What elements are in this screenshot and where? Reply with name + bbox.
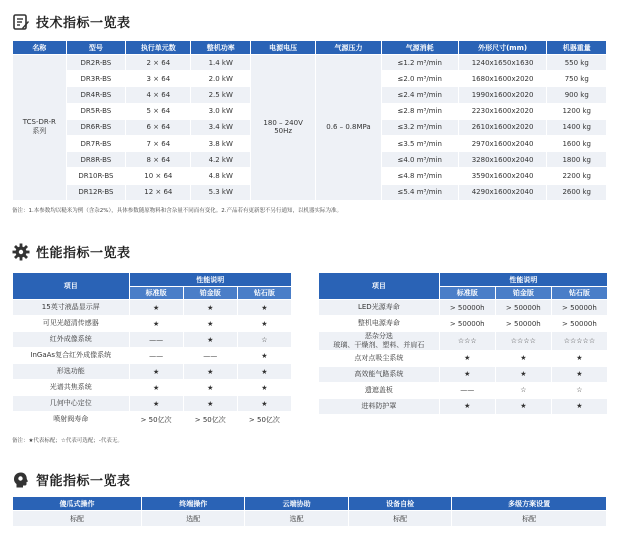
air-consumption-cell: ≤3.5 m³/min xyxy=(382,136,458,151)
perf-value-cell: ★ xyxy=(496,367,551,382)
air-consumption-cell: ≤1.2 m³/min xyxy=(382,55,458,70)
smart-section-title: 智能指标一览表 xyxy=(36,474,131,489)
tech-col-header: 机器重量 xyxy=(547,41,606,54)
perf-table-row xyxy=(13,332,291,347)
dimensions-cell: 1680x1600x2020 xyxy=(459,71,547,86)
variant-diamond-header: 钻石版 xyxy=(552,287,607,299)
perf-value-cell: ☆☆☆☆☆ xyxy=(552,332,607,350)
perf-section-heading xyxy=(12,242,131,261)
perf-item-cell: 喷射阀寿命 xyxy=(13,412,129,427)
perf-table-row xyxy=(319,383,607,398)
perf-value-cell: ★ xyxy=(238,300,291,315)
power-cell: 3.0 kW xyxy=(191,104,250,119)
smart-value-cell: 标配 xyxy=(452,511,606,526)
perf-value-cell: ★ xyxy=(238,380,291,395)
air-consumption-cell: ≤2.8 m³/min xyxy=(382,104,458,119)
model-cell: DR2R-BS xyxy=(67,55,126,70)
dimensions-cell: 1990x1600x2020 xyxy=(459,87,547,102)
perf-value-cell: ★ xyxy=(552,351,607,366)
air-consumption-cell: ≤2.4 m³/min xyxy=(382,87,458,102)
perf-value-cell: ☆ xyxy=(552,383,607,398)
variant-standard-header: 标准版 xyxy=(130,287,183,299)
dimensions-cell: 2610x1600x2020 xyxy=(459,120,547,135)
power-cell: 2.0 kW xyxy=(191,71,250,86)
air-consumption-cell: ≤5.4 m³/min xyxy=(382,185,458,200)
model-cell: DR4R-BS xyxy=(67,87,126,102)
perf-value-cell: ☆☆☆ xyxy=(440,332,495,350)
perf-value-cell: > 50亿次 xyxy=(238,412,291,427)
weight-cell: 550 kg xyxy=(547,55,606,70)
document-edit-icon xyxy=(12,13,30,31)
air-consumption-cell: ≤4.0 m³/min xyxy=(382,152,458,167)
perf-value-cell: ☆ xyxy=(496,383,551,398)
units-cell: 5 × 64 xyxy=(126,104,190,119)
tech-col-header: 型号 xyxy=(67,41,126,54)
air-consumption-cell: ≤4.8 m³/min xyxy=(382,168,458,183)
perf-item-cell: 红外成像系统 xyxy=(13,332,129,347)
perf-value-cell: ☆ xyxy=(238,332,291,347)
tech-col-header: 气源消耗 xyxy=(382,41,458,54)
tech-col-header: 执行单元数 xyxy=(126,41,190,54)
tech-note: 备注：1.本参数均以糙米为例（含杂2%），具体参数随原物料和含杂量不同而有变化。2.产品若有更新恕不另行通知，以机器实际为准。 xyxy=(12,208,342,214)
series-name-cell: TCS-DR-R 系列 xyxy=(13,55,66,200)
weight-cell: 750 kg xyxy=(547,71,606,86)
perf-value-cell: > 50000h xyxy=(440,316,495,331)
units-cell: 6 × 64 xyxy=(126,120,190,135)
variant-platinum-header: 铂金版 xyxy=(496,287,551,299)
perf-item-cell: 高效能气路系统 xyxy=(319,367,439,382)
dimensions-cell: 2970x1600x2040 xyxy=(459,136,547,151)
perf-item-cell: InGaAs复合红外成像系统 xyxy=(13,348,129,363)
perf-value-cell: ★ xyxy=(130,316,183,331)
units-cell: 2 × 64 xyxy=(126,55,190,70)
pressure-cell: 0.6 – 0.8MPa xyxy=(316,55,380,200)
power-cell: 5.3 kW xyxy=(191,185,250,200)
model-cell: DR10R-BS xyxy=(67,168,126,183)
tech-col-header: 整机功率 xyxy=(191,41,250,54)
power-cell: 3.4 kW xyxy=(191,120,250,135)
perf-value-cell: ★ xyxy=(238,364,291,379)
perf-value-cell: ★ xyxy=(184,380,237,395)
units-cell: 7 × 64 xyxy=(126,136,190,151)
perf-table-row xyxy=(319,367,607,382)
units-cell: 10 × 64 xyxy=(126,168,190,183)
variant-diamond-header: 钻石版 xyxy=(238,287,291,299)
perf-table-left xyxy=(12,272,292,428)
smart-section-heading xyxy=(12,470,131,489)
perf-value-cell: —— xyxy=(440,383,495,398)
tech-col-header: 外形尺寸(mm) xyxy=(459,41,547,54)
perf-value-cell: > 50000h xyxy=(552,316,607,331)
smart-value-cell: 选配 xyxy=(142,511,244,526)
perf-table-row xyxy=(13,396,291,411)
perf-item-cell: 光谱共焦系统 xyxy=(13,380,129,395)
model-cell: DR12R-BS xyxy=(67,185,126,200)
perf-table-row xyxy=(13,364,291,379)
power-cell: 3.8 kW xyxy=(191,136,250,151)
smart-col-header: 终端操作 xyxy=(142,497,244,510)
variant-standard-header: 标准版 xyxy=(440,287,495,299)
perf-item-cell: 15英寸液晶显示屏 xyxy=(13,300,129,315)
perf-value-cell: ★ xyxy=(130,364,183,379)
perf-value-cell: > 50亿次 xyxy=(130,412,183,427)
perf-table-right xyxy=(318,272,608,415)
tech-spec-table xyxy=(12,40,607,201)
smart-table xyxy=(12,496,607,527)
perf-value-cell: ★ xyxy=(184,396,237,411)
brain-head-icon xyxy=(12,471,30,489)
perf-table-row xyxy=(319,332,607,350)
tech-section-title: 技术指标一览表 xyxy=(36,16,131,31)
weight-cell: 1600 kg xyxy=(547,136,606,151)
power-cell: 2.5 kW xyxy=(191,87,250,102)
perf-item-cell: 形选功能 xyxy=(13,364,129,379)
weight-cell: 1400 kg xyxy=(547,120,606,135)
perf-value-cell: ★ xyxy=(184,316,237,331)
variant-platinum-header: 铂金版 xyxy=(184,287,237,299)
perf-table-row xyxy=(13,316,291,331)
tech-col-header: 名称 xyxy=(13,41,66,54)
perf-note: 备注：★代表标配；☆代表可选配；-代表无。 xyxy=(12,438,123,444)
dimensions-cell: 1240x1650x1630 xyxy=(459,55,547,70)
smart-col-header: 傻瓜式操作 xyxy=(13,497,141,510)
weight-cell: 1800 kg xyxy=(547,152,606,167)
model-cell: DR8R-BS xyxy=(67,152,126,167)
perf-left-item-header: 项目 xyxy=(13,273,129,299)
power-cell: 1.4 kW xyxy=(191,55,250,70)
smart-value-cell: 选配 xyxy=(245,511,347,526)
units-cell: 3 × 64 xyxy=(126,71,190,86)
perf-value-cell: ★ xyxy=(130,380,183,395)
perf-value-cell: ★ xyxy=(184,364,237,379)
tech-section-heading xyxy=(12,12,131,31)
weight-cell: 2600 kg xyxy=(547,185,606,200)
perf-value-cell: ★ xyxy=(496,351,551,366)
perf-value-cell: —— xyxy=(184,348,237,363)
model-cell: DR6R-BS xyxy=(67,120,126,135)
perf-value-cell: —— xyxy=(130,348,183,363)
dimensions-cell: 4290x1600x2040 xyxy=(459,185,547,200)
perf-value-cell: ★ xyxy=(130,300,183,315)
perf-value-cell: ★ xyxy=(238,396,291,411)
perf-value-cell: > 50000h xyxy=(496,300,551,315)
perf-item-cell: 整机电源寿命 xyxy=(319,316,439,331)
model-cell: DR3R-BS xyxy=(67,71,126,86)
perf-table-row xyxy=(13,348,291,363)
perf-item-cell: LED光源寿命 xyxy=(319,300,439,315)
dimensions-cell: 3590x1600x2040 xyxy=(459,168,547,183)
units-cell: 12 × 64 xyxy=(126,185,190,200)
perf-item-cell: 进料防护罩 xyxy=(319,399,439,414)
perf-value-cell: ★ xyxy=(440,351,495,366)
power-cell: 4.8 kW xyxy=(191,168,250,183)
perf-section-title: 性能指标一览表 xyxy=(36,246,131,261)
perf-table-row xyxy=(319,351,607,366)
smart-col-header: 云端协助 xyxy=(245,497,347,510)
weight-cell: 900 kg xyxy=(547,87,606,102)
power-cell: 4.2 kW xyxy=(191,152,250,167)
perf-item-cell: 遗遮盖板 xyxy=(319,383,439,398)
perf-item-cell: 可见光超清传感器 xyxy=(13,316,129,331)
perf-value-cell: ★ xyxy=(184,300,237,315)
perf-left-group-header: 性能说明 xyxy=(130,273,292,286)
perf-table-row xyxy=(13,412,291,427)
perf-item-cell: 点对点吸尘系统 xyxy=(319,351,439,366)
perf-value-cell: ★ xyxy=(130,396,183,411)
perf-value-cell: ★ xyxy=(552,399,607,414)
perf-right-group-header: 性能说明 xyxy=(440,273,607,286)
weight-cell: 1200 kg xyxy=(547,104,606,119)
smart-col-header: 设备自检 xyxy=(349,497,451,510)
perf-table-row xyxy=(319,399,607,414)
dimensions-cell: 3280x1600x2040 xyxy=(459,152,547,167)
perf-value-cell: ★ xyxy=(184,332,237,347)
tech-col-header: 电源电压 xyxy=(251,41,315,54)
perf-value-cell: > 50亿次 xyxy=(184,412,237,427)
weight-cell: 2200 kg xyxy=(547,168,606,183)
perf-table-row xyxy=(319,300,607,315)
tech-table-row xyxy=(13,55,606,70)
perf-value-cell: > 50000h xyxy=(440,300,495,315)
perf-table-row xyxy=(13,380,291,395)
model-cell: DR5R-BS xyxy=(67,104,126,119)
perf-value-cell: ★ xyxy=(496,399,551,414)
units-cell: 8 × 64 xyxy=(126,152,190,167)
perf-table-row xyxy=(319,316,607,331)
voltage-cell: 180 – 240V 50Hz xyxy=(251,55,315,200)
units-cell: 4 × 64 xyxy=(126,87,190,102)
perf-value-cell: ★ xyxy=(440,367,495,382)
perf-value-cell: —— xyxy=(130,332,183,347)
dimensions-cell: 2230x1600x2020 xyxy=(459,104,547,119)
perf-value-cell: ★ xyxy=(440,399,495,414)
smart-value-cell: 标配 xyxy=(349,511,451,526)
perf-value-cell: > 50000h xyxy=(552,300,607,315)
perf-value-cell: ★ xyxy=(238,316,291,331)
perf-item-cell: 恶杂分选 玻璃、干燥剂、塑料、并肩石 xyxy=(319,332,439,350)
model-cell: DR7R-BS xyxy=(67,136,126,151)
perf-value-cell: ★ xyxy=(238,348,291,363)
air-consumption-cell: ≤2.0 m³/min xyxy=(382,71,458,86)
air-consumption-cell: ≤3.2 m³/min xyxy=(382,120,458,135)
smart-value-cell: 标配 xyxy=(13,511,141,526)
smart-col-header: 多级方案设置 xyxy=(452,497,606,510)
tech-col-header: 气源压力 xyxy=(316,41,380,54)
perf-right-item-header: 项目 xyxy=(319,273,439,299)
perf-table-row xyxy=(13,300,291,315)
gear-icon xyxy=(12,243,30,261)
perf-value-cell: ★ xyxy=(552,367,607,382)
perf-item-cell: 几何中心定位 xyxy=(13,396,129,411)
perf-value-cell: ☆☆☆☆ xyxy=(496,332,551,350)
perf-value-cell: > 50000h xyxy=(496,316,551,331)
